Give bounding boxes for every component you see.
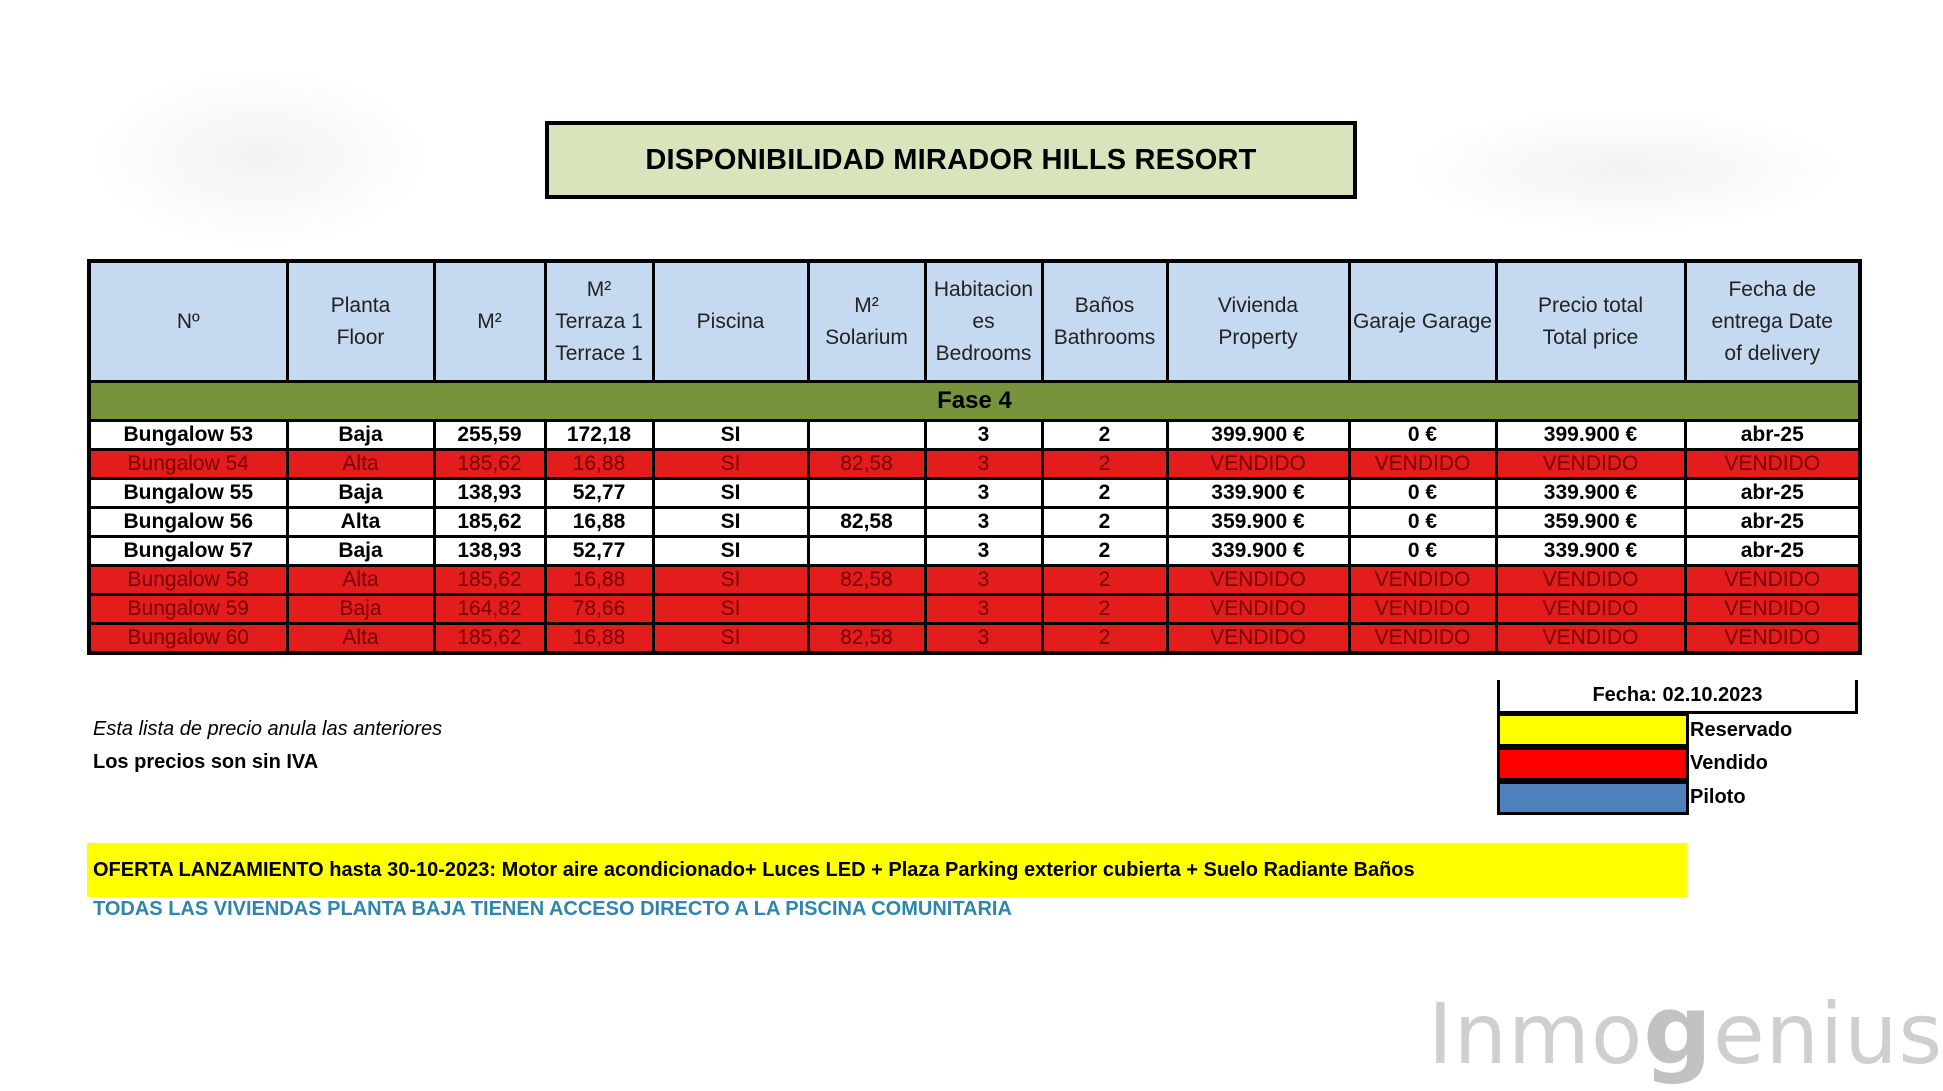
table-cell: 359.900 € <box>1496 508 1685 537</box>
table-cell: 399.900 € <box>1167 421 1349 450</box>
table-cell: SI <box>653 537 808 566</box>
column-header <box>808 261 925 382</box>
table-cell: SI <box>653 624 808 654</box>
table-cell: 16,88 <box>545 508 653 537</box>
table-cell: Baja <box>287 537 434 566</box>
table-cell: Bungalow 58 <box>89 566 287 595</box>
table-cell: Baja <box>287 595 434 624</box>
column-header-line: of delivery <box>1724 341 1821 365</box>
table-row <box>89 624 1860 654</box>
table-cell: Alta <box>287 566 434 595</box>
table-cell: VENDIDO <box>1496 624 1685 654</box>
table-cell: SI <box>653 421 808 450</box>
table-row <box>89 479 1860 508</box>
table-cell: 185,62 <box>434 566 545 595</box>
table-cell: 16,88 <box>545 624 653 654</box>
column-header <box>434 261 545 382</box>
page-title: DISPONIBILIDAD MIRADOR HILLS RESORT <box>545 121 1357 199</box>
table-header-row <box>89 261 1860 382</box>
column-header <box>1167 261 1349 382</box>
table-cell: 2 <box>1042 595 1167 624</box>
table-cell: Bungalow 55 <box>89 479 287 508</box>
column-header <box>1042 261 1167 382</box>
table-cell: 78,66 <box>545 595 653 624</box>
column-header-line: es <box>972 309 995 333</box>
table-cell: 164,82 <box>434 595 545 624</box>
table-cell: Bungalow 54 <box>89 450 287 479</box>
table-cell: Alta <box>287 624 434 654</box>
column-header-line: M² <box>477 309 502 333</box>
legend-label-vendido: Vendido <box>1690 752 1768 774</box>
phase-label: Fase 4 <box>89 382 1860 421</box>
table-cell: 2 <box>1042 624 1167 654</box>
column-header-line: Precio total <box>1537 293 1644 317</box>
table-cell <box>808 595 925 624</box>
column-header-line: Terrace 1 <box>555 341 643 365</box>
table-cell: 339.900 € <box>1167 537 1349 566</box>
table-cell: 3 <box>925 537 1042 566</box>
table-cell: 82,58 <box>808 508 925 537</box>
table-cell: 339.900 € <box>1496 479 1685 508</box>
column-header-line: Property <box>1218 325 1298 349</box>
table-cell: 138,93 <box>434 479 545 508</box>
table-cell: 3 <box>925 479 1042 508</box>
watermark-g-glyph: g <box>1643 974 1713 1086</box>
column-header <box>1685 261 1860 382</box>
table-cell: SI <box>653 595 808 624</box>
table-cell: Baja <box>287 421 434 450</box>
column-header <box>287 261 434 382</box>
column-header-line: Fecha de <box>1728 277 1817 301</box>
availability-table <box>87 259 1862 655</box>
table-cell: SI <box>653 450 808 479</box>
table-cell: 82,58 <box>808 566 925 595</box>
column-header <box>89 261 287 382</box>
table-cell: 2 <box>1042 508 1167 537</box>
table-cell: 3 <box>925 624 1042 654</box>
table-cell: 185,62 <box>434 624 545 654</box>
table-cell: abr-25 <box>1685 537 1860 566</box>
table-cell: SI <box>653 508 808 537</box>
table-cell: 3 <box>925 566 1042 595</box>
table-cell: 138,93 <box>434 537 545 566</box>
table-cell: 2 <box>1042 479 1167 508</box>
table-cell: VENDIDO <box>1685 450 1860 479</box>
table-cell: Bungalow 59 <box>89 595 287 624</box>
table-cell: 3 <box>925 421 1042 450</box>
table-row <box>89 595 1860 624</box>
column-header-line: Garaje Garage <box>1353 309 1492 333</box>
table-cell: VENDIDO <box>1349 624 1496 654</box>
table-cell: abr-25 <box>1685 479 1860 508</box>
note-cancel-previous: Esta lista de precio anula las anteriores <box>93 718 443 740</box>
column-header-line: M² <box>586 277 612 301</box>
table-row <box>89 421 1860 450</box>
date-label: Fecha: 02.10.2023 <box>1497 680 1858 714</box>
table-row <box>89 566 1860 595</box>
column-header-line: Terraza 1 <box>555 309 643 333</box>
legend-swatch-reservado <box>1497 713 1689 747</box>
table-cell: 3 <box>925 595 1042 624</box>
table-cell: VENDIDO <box>1349 595 1496 624</box>
table-cell: 52,77 <box>545 537 653 566</box>
table-cell: VENDIDO <box>1167 566 1349 595</box>
table-cell: 16,88 <box>545 566 653 595</box>
table-cell: 2 <box>1042 421 1167 450</box>
column-header-line: M² <box>854 293 879 317</box>
table-cell: VENDIDO <box>1167 624 1349 654</box>
table-cell: 359.900 € <box>1167 508 1349 537</box>
column-header <box>1349 261 1496 382</box>
blurred-logo-left <box>95 70 425 245</box>
column-header <box>925 261 1042 382</box>
table-cell: abr-25 <box>1685 421 1860 450</box>
table-cell: 339.900 € <box>1167 479 1349 508</box>
table-cell: VENDIDO <box>1167 595 1349 624</box>
table-cell: 185,62 <box>434 450 545 479</box>
table-cell: 3 <box>925 508 1042 537</box>
column-header-line: Solarium <box>825 325 908 349</box>
table-cell: 172,18 <box>545 421 653 450</box>
table-cell: Alta <box>287 508 434 537</box>
table-cell <box>808 479 925 508</box>
column-header <box>653 261 808 382</box>
table-cell: VENDIDO <box>1167 450 1349 479</box>
legend-label-piloto: Piloto <box>1690 786 1746 808</box>
table-cell: VENDIDO <box>1496 450 1685 479</box>
column-header-line: Floor <box>336 325 385 349</box>
legend-swatch-piloto <box>1497 781 1689 815</box>
table-cell: 339.900 € <box>1496 537 1685 566</box>
launch-offer-text: OFERTA LANZAMIENTO hasta 30-10-2023: Motor aire acondicionado+ Luces LED + Plaza Parking exterior cubierta + Suelo Radiante Baños <box>93 858 1415 881</box>
table-cell: 0 € <box>1349 479 1496 508</box>
table-cell: Bungalow 60 <box>89 624 287 654</box>
table-cell: VENDIDO <box>1496 595 1685 624</box>
column-header-line: Habitacion <box>933 277 1034 301</box>
table-cell: Bungalow 56 <box>89 508 287 537</box>
column-header-line: Bathrooms <box>1053 325 1156 349</box>
table-cell: 16,88 <box>545 450 653 479</box>
table-row <box>89 537 1860 566</box>
column-header <box>1496 261 1685 382</box>
table-cell: 82,58 <box>808 450 925 479</box>
table-cell: 0 € <box>1349 421 1496 450</box>
table-cell: abr-25 <box>1685 508 1860 537</box>
column-header-line: entrega Date <box>1711 309 1833 333</box>
table-cell: 255,59 <box>434 421 545 450</box>
blurred-logo-right <box>1410 110 1840 230</box>
column-header-line: Baños <box>1074 293 1135 317</box>
column-header-line: Bedrooms <box>935 341 1032 365</box>
table-cell: VENDIDO <box>1685 595 1860 624</box>
watermark-logo <box>1428 974 1943 1086</box>
table-cell: VENDIDO <box>1685 624 1860 654</box>
table-cell: Bungalow 53 <box>89 421 287 450</box>
table-cell: 399.900 € <box>1496 421 1685 450</box>
watermark-text-2: enius <box>1712 985 1943 1083</box>
table-cell: 82,58 <box>808 624 925 654</box>
column-header-line: Nº <box>176 309 200 333</box>
table-cell: 0 € <box>1349 537 1496 566</box>
column-header-line: Piscina <box>696 309 765 333</box>
column-header-line: Planta <box>330 293 391 317</box>
table-cell: 185,62 <box>434 508 545 537</box>
table-cell: VENDIDO <box>1349 450 1496 479</box>
column-header <box>545 261 653 382</box>
table-row <box>89 508 1860 537</box>
column-header-line: Total price <box>1542 325 1639 349</box>
table-cell: 2 <box>1042 450 1167 479</box>
table-cell <box>808 537 925 566</box>
table-row <box>89 450 1860 479</box>
table-cell: 52,77 <box>545 479 653 508</box>
legend-label-reservado: Reservado <box>1690 719 1793 741</box>
table-cell: Alta <box>287 450 434 479</box>
table-cell <box>808 421 925 450</box>
column-header-line: Vivienda <box>1217 293 1299 317</box>
table-cell: 0 € <box>1349 508 1496 537</box>
table-cell: 2 <box>1042 566 1167 595</box>
table-cell: Bungalow 57 <box>89 537 287 566</box>
note-no-vat: Los precios son sin IVA <box>93 751 319 773</box>
table-cell: VENDIDO <box>1685 566 1860 595</box>
table-cell: VENDIDO <box>1349 566 1496 595</box>
legend-swatch-vendido <box>1497 747 1689 781</box>
pool-access-note: TODAS LAS VIVIENDAS PLANTA BAJA TIENEN ACCESO DIRECTO A LA PISCINA COMUNITARIA <box>93 898 1012 920</box>
table-cell: SI <box>653 479 808 508</box>
table-cell: SI <box>653 566 808 595</box>
table-cell: 3 <box>925 450 1042 479</box>
phase-row <box>89 382 1860 421</box>
table-cell: Baja <box>287 479 434 508</box>
launch-offer-banner <box>87 843 1687 897</box>
table-cell: VENDIDO <box>1496 566 1685 595</box>
table-cell: 2 <box>1042 537 1167 566</box>
watermark-text-1: Inmo <box>1428 985 1644 1083</box>
